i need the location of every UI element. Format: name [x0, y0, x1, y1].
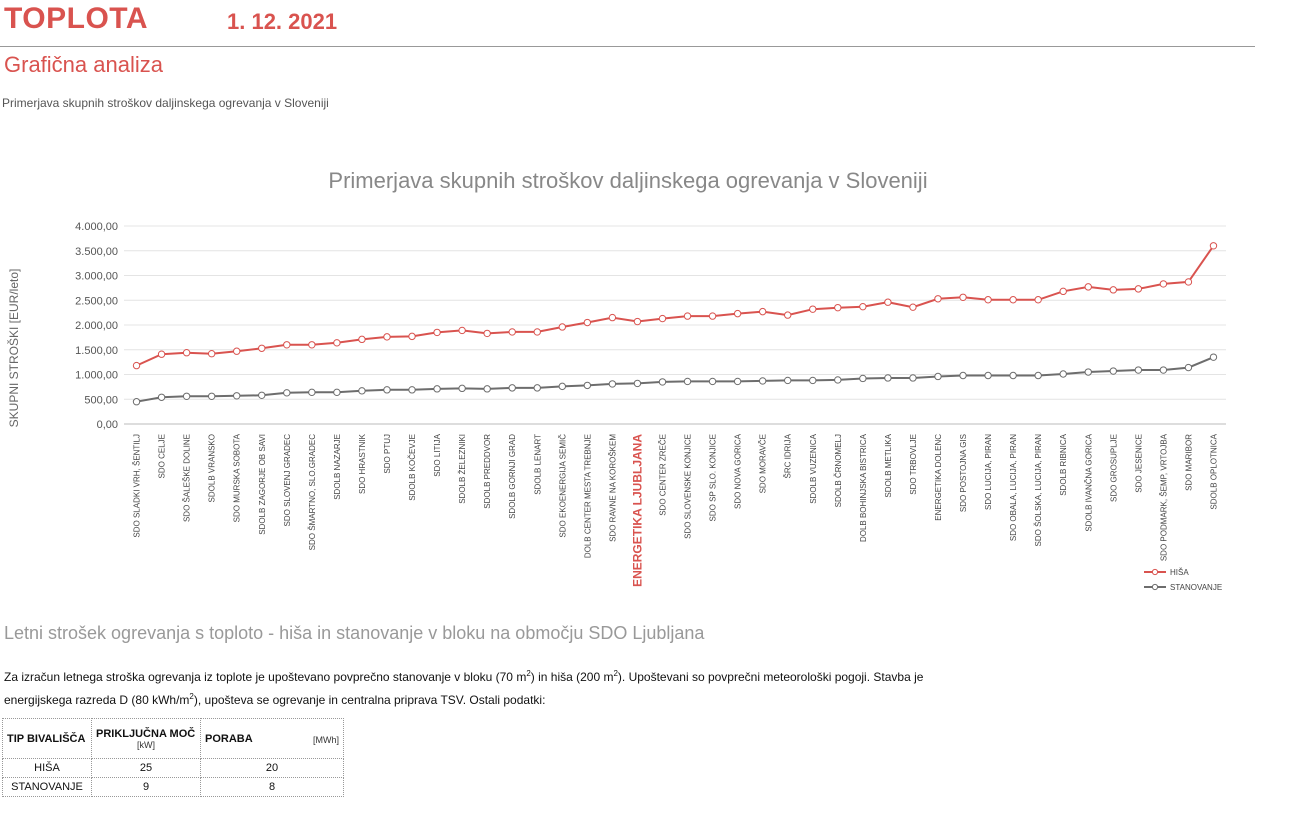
- data-point: [133, 362, 139, 368]
- y-tick-label: 2.000,00: [75, 320, 118, 332]
- x-tick-label: SDO MORAVČE: [758, 434, 768, 494]
- sup-1: 2: [526, 669, 531, 678]
- data-point: [434, 386, 440, 392]
- data-point: [234, 393, 240, 399]
- calculation-description: [4, 664, 984, 710]
- col-header-consumption: PORABA [MWh]: [201, 719, 344, 759]
- data-point: [208, 393, 214, 399]
- data-point: [259, 392, 265, 398]
- x-tick-label: SDOLB RIBNICA: [1059, 434, 1069, 496]
- para-text-1: Za izračun letnega stroška ogrevanja iz toplote je upoštevano povprečno stanovanje v bloku (70 m: [4, 670, 527, 684]
- x-tick-label: ENERGETIKA LJUBLJANA: [630, 434, 645, 587]
- data-point: [284, 342, 290, 348]
- data-point: [334, 340, 340, 346]
- data-point: [810, 377, 816, 383]
- table-row: [3, 759, 344, 778]
- y-tick-label: 1.000,00: [75, 369, 118, 382]
- data-point: [910, 375, 916, 381]
- x-tick-label: SDO CENTER ZREČE: [658, 434, 668, 516]
- col-header-power: PRIKLJUČNA MOČ [kW]: [92, 719, 201, 759]
- x-tick-label: SDOLB GORNJI GRAD: [508, 434, 518, 519]
- data-point: [309, 342, 315, 348]
- data-point: [835, 377, 841, 383]
- data-point: [885, 299, 891, 305]
- x-tick-label: SDOLB VRANSKO: [207, 434, 217, 503]
- data-point: [1185, 364, 1191, 370]
- x-axis-ticks: [133, 433, 1219, 587]
- sup-2: 2: [613, 669, 618, 678]
- data-point: [359, 388, 365, 394]
- data-point: [860, 303, 866, 309]
- x-tick-label: SDO PODMARK, ŠEMP, VRTOJBA: [1159, 434, 1169, 562]
- data-point: [584, 319, 590, 325]
- data-point: [1085, 284, 1091, 290]
- cell-type: HIŠA: [3, 759, 92, 778]
- data-point: [234, 348, 240, 354]
- data-point: [459, 327, 465, 333]
- data-point: [960, 372, 966, 378]
- x-tick-label: SDO NOVA GORICA: [733, 434, 743, 509]
- x-tick-label: SDOLB IVANČNA GORICA: [1084, 434, 1094, 532]
- data-point: [133, 399, 139, 405]
- legend-label: HIŠA: [1170, 568, 1189, 577]
- para-text-3: ). Upoštevani so povprečni meteorološki pogoji. Stavba je: [617, 670, 924, 684]
- data-point: [860, 375, 866, 381]
- x-tick-label: SDO JESENICE: [1134, 434, 1144, 493]
- x-tick-label: SDO PTUJ: [382, 434, 392, 474]
- report-date: 1. 12. 2021: [227, 9, 338, 34]
- y-tick-label: 3.500,00: [75, 245, 118, 258]
- x-tick-label: SDOLB ŽELEZNIKI: [458, 434, 468, 504]
- data-point: [484, 386, 490, 392]
- data-point: [709, 313, 715, 319]
- cell-consumption: 20: [201, 759, 344, 778]
- data-point: [409, 387, 415, 393]
- x-tick-label: SDOLB LENART: [533, 434, 543, 495]
- cell-consumption: 8: [201, 778, 344, 797]
- data-point: [459, 385, 465, 391]
- series-line: [137, 357, 1214, 402]
- sup-3: 2: [189, 692, 194, 701]
- data-point: [1160, 367, 1166, 373]
- data-point: [509, 385, 515, 391]
- data-point: [334, 389, 340, 395]
- x-tick-label: SDO EKOENERGIJA SEMIČ: [558, 434, 568, 538]
- data-point: [484, 330, 490, 336]
- y-tick-label: 2.500,00: [75, 295, 118, 308]
- data-point: [534, 385, 540, 391]
- data-point: [1035, 372, 1041, 378]
- x-tick-label: ENERGETIKA DOLENC: [933, 434, 943, 521]
- x-tick-label: SDOLB ZAGORJE OB SAVI: [257, 434, 267, 535]
- x-tick-label: SDO POSTOJNA GIS: [959, 434, 969, 513]
- x-tick-label: SDO TRBOVLJE: [908, 434, 918, 495]
- data-point: [759, 308, 765, 314]
- para-text-2: ) in hiša (200 m: [530, 670, 614, 684]
- data-point: [634, 380, 640, 386]
- data-point: [935, 373, 941, 379]
- x-tick-label: SDO SLOVENSKE KONJICE: [683, 434, 693, 539]
- x-tick-label: SDO OBALA, LUCIJA, PIRAN: [1009, 434, 1019, 542]
- x-tick-label: SDO MURSKA SOBOTA: [232, 434, 242, 523]
- data-point: [659, 315, 665, 321]
- x-tick-label: SDO LITIJA: [433, 434, 443, 477]
- para-text-4: energijskega razreda D (80 kWh/m: [4, 693, 190, 707]
- x-tick-label: SDOLB KOČEVJE: [408, 434, 418, 501]
- x-tick-label: SDO GROSUPLJE: [1109, 434, 1119, 503]
- data-point: [1135, 367, 1141, 373]
- data-point: [1135, 286, 1141, 292]
- data-point: [985, 372, 991, 378]
- x-tick-label: SDOLB NAZARJE: [332, 434, 342, 500]
- x-tick-label: ŠRC IDRIJA: [783, 434, 793, 479]
- data-point: [584, 382, 590, 388]
- y-tick-label: 0,00: [96, 419, 118, 431]
- data-point: [158, 351, 164, 357]
- data-point: [559, 324, 565, 330]
- col-header-type: TIP BIVALIŠČA: [3, 719, 92, 759]
- series-line: [137, 246, 1214, 366]
- data-point: [734, 310, 740, 316]
- x-tick-label: SDOLB PREDDVOR: [483, 434, 493, 509]
- x-tick-label: SDO SLOVENJ GRADEC: [282, 434, 292, 527]
- data-point: [359, 336, 365, 342]
- data-point: [885, 375, 891, 381]
- y-tick-label: 500,00: [84, 394, 118, 407]
- x-tick-label: SDOLB METLIKA: [883, 434, 893, 498]
- data-point: [785, 312, 791, 318]
- y-tick-label: 4.000,00: [75, 221, 118, 233]
- data-point: [384, 334, 390, 340]
- data-point: [609, 381, 615, 387]
- data-point: [434, 329, 440, 335]
- x-tick-label: SDO HRASTNIK: [357, 434, 367, 495]
- data-point: [634, 318, 640, 324]
- y-axis-label: SKUPNI STROŠKI [EUR/leto]: [7, 268, 21, 428]
- y-tick-label: 1.500,00: [75, 344, 118, 357]
- x-tick-label: SDO CELJE: [157, 434, 167, 479]
- x-tick-label: SDOLB OPLOTNICA: [1209, 434, 1219, 510]
- x-tick-label: SDO LUCIJA, PIRAN: [984, 434, 994, 511]
- data-point: [985, 297, 991, 303]
- data-point: [785, 377, 791, 383]
- series-lines: [133, 243, 1216, 405]
- chart-title: Primerjava skupnih stroškov daljinskega ogrevanja v Sloveniji: [328, 168, 928, 193]
- data-point: [734, 378, 740, 384]
- data-point: [1010, 372, 1016, 378]
- data-point: [284, 390, 290, 396]
- data-point: [1010, 297, 1016, 303]
- data-point: [183, 350, 189, 356]
- data-point: [810, 306, 816, 312]
- x-tick-label: DOLB CENTER MESTA TREBNJE: [583, 434, 593, 559]
- data-point: [409, 333, 415, 339]
- data-point: [384, 387, 390, 393]
- data-point: [309, 389, 315, 395]
- legend-marker: [1152, 584, 1157, 589]
- data-point: [935, 296, 941, 302]
- x-tick-label: SDO RAVNE NA KOROŠKEM: [608, 434, 618, 542]
- data-point: [1085, 369, 1091, 375]
- data-point: [709, 378, 715, 384]
- x-tick-label: SDOLB ČRNOMELJ: [833, 434, 843, 508]
- legend-label: STANOVANJE: [1170, 583, 1223, 592]
- data-point: [1160, 281, 1166, 287]
- data-point: [835, 304, 841, 310]
- data-point: [259, 345, 265, 351]
- data-point: [684, 378, 690, 384]
- y-tick-label: 3.000,00: [75, 270, 118, 283]
- data-point: [759, 378, 765, 384]
- data-point: [1185, 279, 1191, 285]
- data-point: [1110, 287, 1116, 293]
- data-point: [1110, 368, 1116, 374]
- section-title: Grafična analiza: [4, 52, 163, 77]
- data-point: [208, 351, 214, 357]
- data-point: [609, 314, 615, 320]
- y-axis-ticks: [75, 221, 118, 431]
- x-tick-label: SDO SLADKI VRH, ŠENTILJ: [132, 434, 142, 538]
- x-tick-label: SDO ŠALEŠKE DOLINE: [182, 434, 192, 523]
- chart-legend: [1144, 568, 1222, 592]
- data-point: [659, 379, 665, 385]
- section-subtitle: Primerjava skupnih stroškov daljinskega ogrevanja v Sloveniji: [2, 96, 329, 110]
- cell-power: 9: [92, 778, 201, 797]
- data-point: [1210, 243, 1216, 249]
- data-point: [1210, 354, 1216, 360]
- data-point: [1060, 371, 1066, 377]
- para-text-5: ), upošteva se ogrevanje in centralna priprava TSV. Ostali podatki:: [193, 693, 546, 707]
- data-point: [183, 393, 189, 399]
- heating-cost-heading: Letni strošek ogrevanja s toploto - hiša in stanovanje v bloku na območju SDO Ljubljana: [4, 623, 705, 643]
- data-point: [684, 313, 690, 319]
- dwelling-data-table: [2, 718, 344, 797]
- data-point: [534, 329, 540, 335]
- data-point: [960, 294, 966, 300]
- data-point: [559, 383, 565, 389]
- data-point: [509, 329, 515, 335]
- legend-marker: [1152, 569, 1157, 574]
- cell-power: 25: [92, 759, 201, 778]
- x-tick-label: SDO SP SLO. KONJICE: [708, 434, 718, 522]
- page-title: TOPLOTA: [4, 2, 149, 35]
- data-point: [1035, 297, 1041, 303]
- x-tick-label: SDO ŠOLSKA, LUCIJA, PIRAN: [1034, 434, 1044, 547]
- cell-type: STANOVANJE: [3, 778, 92, 797]
- table-row: [3, 778, 344, 797]
- x-tick-label: SDOLB VUZENICA: [808, 434, 818, 504]
- x-tick-label: SDO MARIBOR: [1184, 434, 1194, 491]
- data-point: [910, 304, 916, 310]
- cost-comparison-chart: [0, 150, 1260, 600]
- data-point: [1060, 288, 1066, 294]
- header-divider: [0, 46, 1255, 47]
- x-tick-label: SDO ŠMARTNO, SLO.GRADEC: [307, 434, 317, 551]
- x-tick-label: DOLB BOHINJSKA BISTRICA: [858, 434, 868, 543]
- data-point: [158, 394, 164, 400]
